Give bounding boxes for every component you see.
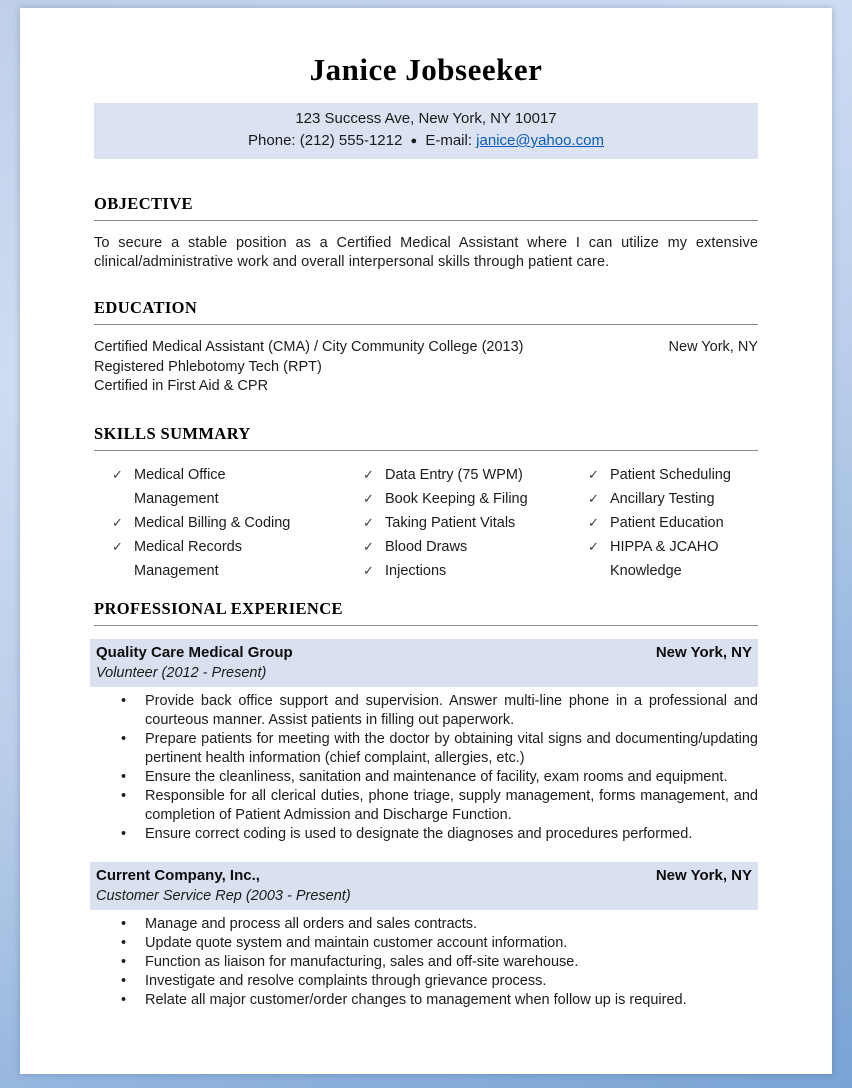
- bullet-text: Provide back office support and supervision. Answer multi-line phone in a professional and courteous manner. Assist patients in filling out paperwork.: [145, 692, 758, 728]
- bullet-icon: •: [121, 768, 127, 785]
- job-header: [90, 862, 758, 910]
- job-title-row: [96, 866, 752, 886]
- bullet-item: [94, 972, 758, 991]
- contact-phone-email-line: [94, 130, 758, 152]
- skill-item: [570, 463, 758, 487]
- skill-label: Injections: [385, 562, 447, 579]
- bullet-text: Investigate and resolve complaints through grievance process.: [145, 972, 547, 989]
- skills-column-1: [94, 463, 345, 583]
- bullet-icon: •: [121, 730, 127, 747]
- skill-label: Blood Draws: [385, 538, 468, 555]
- phone-text: Phone: (212) 555-1212: [248, 132, 403, 149]
- bullet-icon: •: [121, 953, 127, 970]
- check-icon: ✓: [588, 466, 599, 482]
- company-name: Quality Care Medical Group: [96, 643, 293, 661]
- skill-item: [345, 511, 570, 535]
- name-title: Janice Jobseeker: [309, 52, 543, 87]
- job-location: New York, NY: [655, 643, 752, 661]
- experience-section: [94, 599, 758, 1010]
- contact-bar: [94, 103, 758, 159]
- bullet-item: [94, 825, 758, 844]
- bullet-item: [94, 692, 758, 730]
- education-degree: Registered Phlebotomy Tech (RPT): [94, 358, 322, 375]
- skill-label: Ancillary Testing: [610, 490, 715, 507]
- check-icon: ✓: [363, 562, 374, 578]
- skill-label: Taking Patient Vitals: [385, 514, 516, 531]
- skill-label: HIPPA & JCAHO Knowledge: [610, 538, 719, 579]
- skill-label: Book Keeping & Filing: [385, 490, 528, 507]
- bullet-text: Responsible for all clerical duties, phone triage, supply management, forms management, and completion of Patient Admission and Discharge Function.: [145, 787, 758, 823]
- bullet-text: Manage and process all orders and sales contracts.: [145, 915, 478, 932]
- skill-label: Medical Billing & Coding: [134, 514, 291, 531]
- bullet-text: Prepare patients for meeting with the doctor by obtaining vital signs and documenting/updating pertinent health information (chief complaint, allergies, etc.): [145, 730, 758, 766]
- skills-column-3: [570, 463, 758, 583]
- bullet-icon: •: [121, 915, 127, 932]
- job-bullets: [94, 692, 758, 844]
- check-icon: ✓: [112, 538, 123, 554]
- bullet-icon: •: [121, 787, 127, 804]
- job-location: New York, NY: [655, 866, 752, 884]
- experience-heading: PROFESSIONAL EXPERIENCE: [94, 599, 758, 626]
- bullet-text: Ensure correct coding is used to designate the diagnoses and procedures performed.: [145, 825, 693, 842]
- check-icon: ✓: [363, 514, 374, 530]
- skill-item: [94, 511, 345, 535]
- bullet-item: [94, 934, 758, 953]
- skill-label: Data Entry (75 WPM): [385, 466, 523, 483]
- check-icon: ✓: [588, 514, 599, 530]
- job-entry: [94, 639, 758, 844]
- education-location: New York, NY: [668, 339, 758, 355]
- education-row: [94, 377, 758, 397]
- skill-item: [570, 535, 758, 583]
- skills-heading: SKILLS SUMMARY: [94, 424, 758, 451]
- check-icon: ✓: [363, 538, 374, 554]
- job-entry: [94, 862, 758, 1010]
- skill-item: [345, 487, 570, 511]
- bullet-item: [94, 915, 758, 934]
- objective-text: To secure a stable position as a Certified Medical Assistant where I can utilize my extensive clinical/administrative work and overall interpersonal skills through patient care.: [94, 235, 758, 270]
- skill-label: Patient Education: [610, 514, 724, 531]
- bullet-separator-icon: ●: [410, 135, 418, 147]
- bullet-item: [94, 953, 758, 972]
- bullet-text: Function as liaison for manufacturing, sales and off-site warehouse.: [145, 953, 579, 970]
- job-role: Customer Service Rep (2003 - Present): [96, 887, 351, 904]
- skill-label: Medical Office Management: [134, 466, 226, 507]
- education-row: [94, 338, 758, 358]
- check-icon: ✓: [112, 466, 123, 482]
- bullet-icon: •: [121, 934, 127, 951]
- skill-item: [570, 487, 758, 511]
- skill-item: [570, 511, 758, 535]
- resume-page: [20, 8, 832, 1074]
- job-title-row: [96, 643, 752, 663]
- check-icon: ✓: [588, 490, 599, 506]
- job-role: Volunteer (2012 - Present): [96, 664, 267, 681]
- check-icon: ✓: [588, 538, 599, 554]
- bullet-item: [94, 730, 758, 768]
- education-rows: [94, 338, 758, 397]
- contact-address-line: 123 Success Ave, New York, NY 10017: [295, 110, 557, 127]
- skill-label: Patient Scheduling: [610, 466, 731, 483]
- education-row: [94, 358, 758, 378]
- bullet-item: [94, 787, 758, 825]
- objective-section: [94, 194, 758, 272]
- skills-grid: [94, 463, 758, 583]
- bullet-icon: •: [121, 972, 127, 989]
- check-icon: ✓: [363, 466, 374, 482]
- check-icon: ✓: [112, 514, 123, 530]
- email-label: E-mail:: [425, 132, 472, 149]
- bullet-text: Ensure the cleanliness, sanitation and maintenance of facility, exam rooms and equipment.: [145, 768, 728, 785]
- bullet-text: Update quote system and maintain customer account information.: [145, 934, 568, 951]
- job-bullets: [94, 915, 758, 1010]
- objective-heading: OBJECTIVE: [94, 194, 758, 221]
- email-link[interactable]: janice@yahoo.com: [476, 132, 604, 149]
- education-section: [94, 298, 758, 397]
- job-header: [90, 639, 758, 687]
- skills-column-2: [345, 463, 570, 583]
- check-icon: ✓: [363, 490, 374, 506]
- skill-item: [345, 559, 570, 583]
- skill-item: [94, 535, 345, 583]
- skill-item: [94, 463, 345, 511]
- bullet-icon: •: [121, 692, 127, 709]
- education-heading: EDUCATION: [94, 298, 758, 325]
- skills-section: [94, 424, 758, 583]
- education-degree: Certified Medical Assistant (CMA) / City Community College (2013): [94, 339, 524, 355]
- education-degree: Certified in First Aid & CPR: [94, 378, 269, 394]
- bullet-item: [94, 991, 758, 1010]
- skill-label: Medical Records Management: [134, 538, 242, 579]
- bullet-icon: •: [121, 825, 127, 842]
- skill-item: [345, 535, 570, 559]
- skill-item: [345, 463, 570, 487]
- bullet-icon: •: [121, 991, 127, 1008]
- company-name: Current Company, Inc.,: [96, 866, 260, 884]
- bullet-item: [94, 768, 758, 787]
- bullet-text: Relate all major customer/order changes to management when follow up is required.: [145, 991, 687, 1008]
